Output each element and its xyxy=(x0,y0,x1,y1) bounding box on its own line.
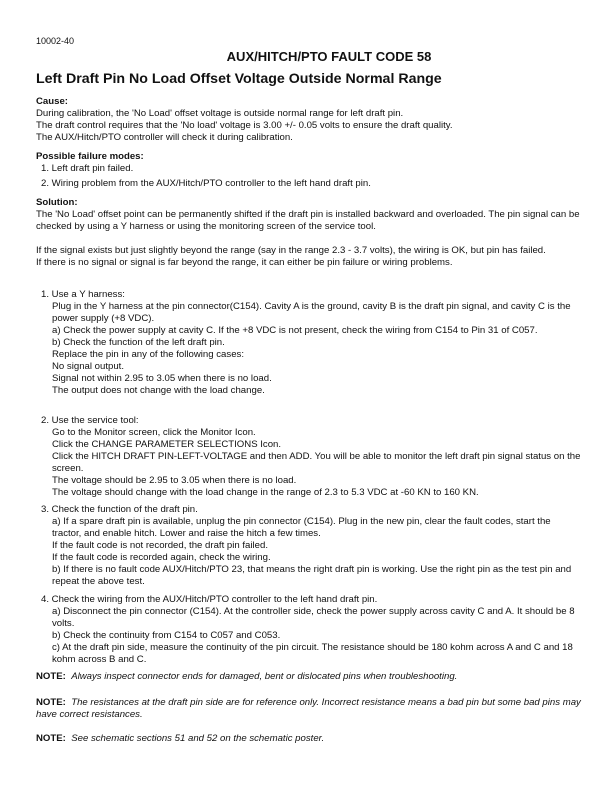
cause-label: Cause: xyxy=(36,96,68,107)
failure-modes-section xyxy=(36,151,581,190)
step-1 xyxy=(41,289,581,397)
solution-paragraph: The 'No Load' offset point can be permanently shifted if the draft pin is installed backward and overloaded. The pin signal can be checked by using a Y harness or using the monitoring screen of the service tool. xyxy=(36,209,580,232)
solution-paragraph: If the signal exists but just slightly beyond the range (say in the range 2.3 - 3.7 volts), the wiring is OK, but pin has failed. xyxy=(36,245,546,256)
cause-line: The AUX/Hitch/PTO controller will check it during calibration. xyxy=(36,132,293,143)
step-4 xyxy=(41,594,581,666)
step-line: The output does not change with the load change. xyxy=(52,385,265,396)
cause-section xyxy=(36,96,581,144)
step-3 xyxy=(41,504,581,588)
note-label: NOTE: xyxy=(36,671,66,682)
note-text: Always inspect connector ends for damaged, bent or dislocated pins when troubleshooting. xyxy=(71,671,458,682)
solution-section xyxy=(36,197,581,269)
note-text: The resistances at the draft pin side are for reference only. Incorrect resistance means a bad pin but some bad pins may have correct resistances. xyxy=(36,697,581,720)
step-line: Plug in the Y harness at the pin connector(C154). Cavity A is the ground, cavity B is the draft pin signal, and cavity C is the power supply (+8 VDC). xyxy=(52,301,571,324)
step-line: Go to the Monitor screen, click the Monitor Icon. xyxy=(52,427,256,438)
step-line: Click the HITCH DRAFT PIN-LEFT-VOLTAGE and then ADD. You will be able to monitor the left draft pin signal status on the screen. xyxy=(52,451,581,474)
cause-line: The draft control requires that the 'No load' voltage is 3.00 +/- 0.05 volts to ensure the draft quality. xyxy=(36,120,453,131)
step-line: b) Check the continuity from C154 to C057 and C053. xyxy=(52,630,281,641)
step-line: The voltage should change with the load change in the range of 2.3 to 5.3 VDC at -60 KN to 160 KN. xyxy=(52,487,479,498)
step-line: Signal not within 2.95 to 3.05 when there is no load. xyxy=(52,373,272,384)
note-3 xyxy=(36,733,581,745)
note-label: NOTE: xyxy=(36,733,66,744)
step-line: c) At the draft pin side, measure the continuity of the pin circuit. The resistance should be 180 kohm across A and C and 18 kohm across B and C. xyxy=(52,642,573,665)
step-title: 2. Use the service tool: xyxy=(41,415,139,426)
failure-modes-label: Possible failure modes: xyxy=(36,151,144,162)
step-line: The voltage should be 2.95 to 3.05 when there is no load. xyxy=(52,475,297,486)
fault-heading: Left Draft Pin No Load Offset Voltage Outside Normal Range xyxy=(36,71,442,87)
step-line: If the fault code is not recorded, the draft pin failed. xyxy=(52,540,268,551)
note-label: NOTE: xyxy=(36,697,66,708)
note-2 xyxy=(36,697,581,721)
cause-line: During calibration, the 'No Load' offset voltage is outside normal range for left draft pin. xyxy=(36,108,404,119)
step-line: b) Check the function of the left draft pin. xyxy=(52,337,225,348)
step-title: 3. Check the function of the draft pin. xyxy=(41,504,198,515)
failure-mode-item: 2. Wiring problem from the AUX/Hitch/PTO controller to the left hand draft pin. xyxy=(41,178,371,189)
step-line: If the fault code is recorded again, check the wiring. xyxy=(52,552,271,563)
step-line: Click the CHANGE PARAMETER SELECTIONS Icon. xyxy=(52,439,282,450)
solution-label: Solution: xyxy=(36,197,78,208)
step-2 xyxy=(41,415,581,499)
note-1 xyxy=(36,671,581,683)
step-line: b) If there is no fault code AUX/Hitch/PTO 23, that means the right draft pin is working. Use the right pin as the test pin and repeat the above test. xyxy=(52,564,572,587)
step-line: a) If a spare draft pin is available, unplug the pin connector (C154). Plug in the new pin, clear the fault codes, start the tractor, and enable hitch. Lower and raise the hitch a few times. xyxy=(52,516,551,539)
step-title: 4. Check the wiring from the AUX/Hitch/PTO controller to the left hand draft pin. xyxy=(41,594,378,605)
failure-mode-item: 1. Left draft pin failed. xyxy=(41,163,134,174)
step-line: a) Disconnect the pin connector (C154). At the controller side, check the power supply across cavity C and A. It should be 8 volts. xyxy=(52,606,575,629)
step-line: a) Check the power supply at cavity C. If the +8 VDC is not present, check the wiring from C154 to Pin 31 of C057. xyxy=(52,325,538,336)
step-line: No signal output. xyxy=(52,361,124,372)
page-number: 10002-40 xyxy=(36,36,75,46)
step-line: Replace the pin in any of the following cases: xyxy=(52,349,244,360)
note-text: See schematic sections 51 and 52 on the schematic poster. xyxy=(71,733,325,744)
solution-paragraph: If there is no signal or signal is far beyond the range, it can either be pin failure or wiring problems. xyxy=(36,257,453,268)
step-title: 1. Use a Y harness: xyxy=(41,289,125,300)
fault-code-title: AUX/HITCH/PTO FAULT CODE 58 xyxy=(226,49,432,64)
